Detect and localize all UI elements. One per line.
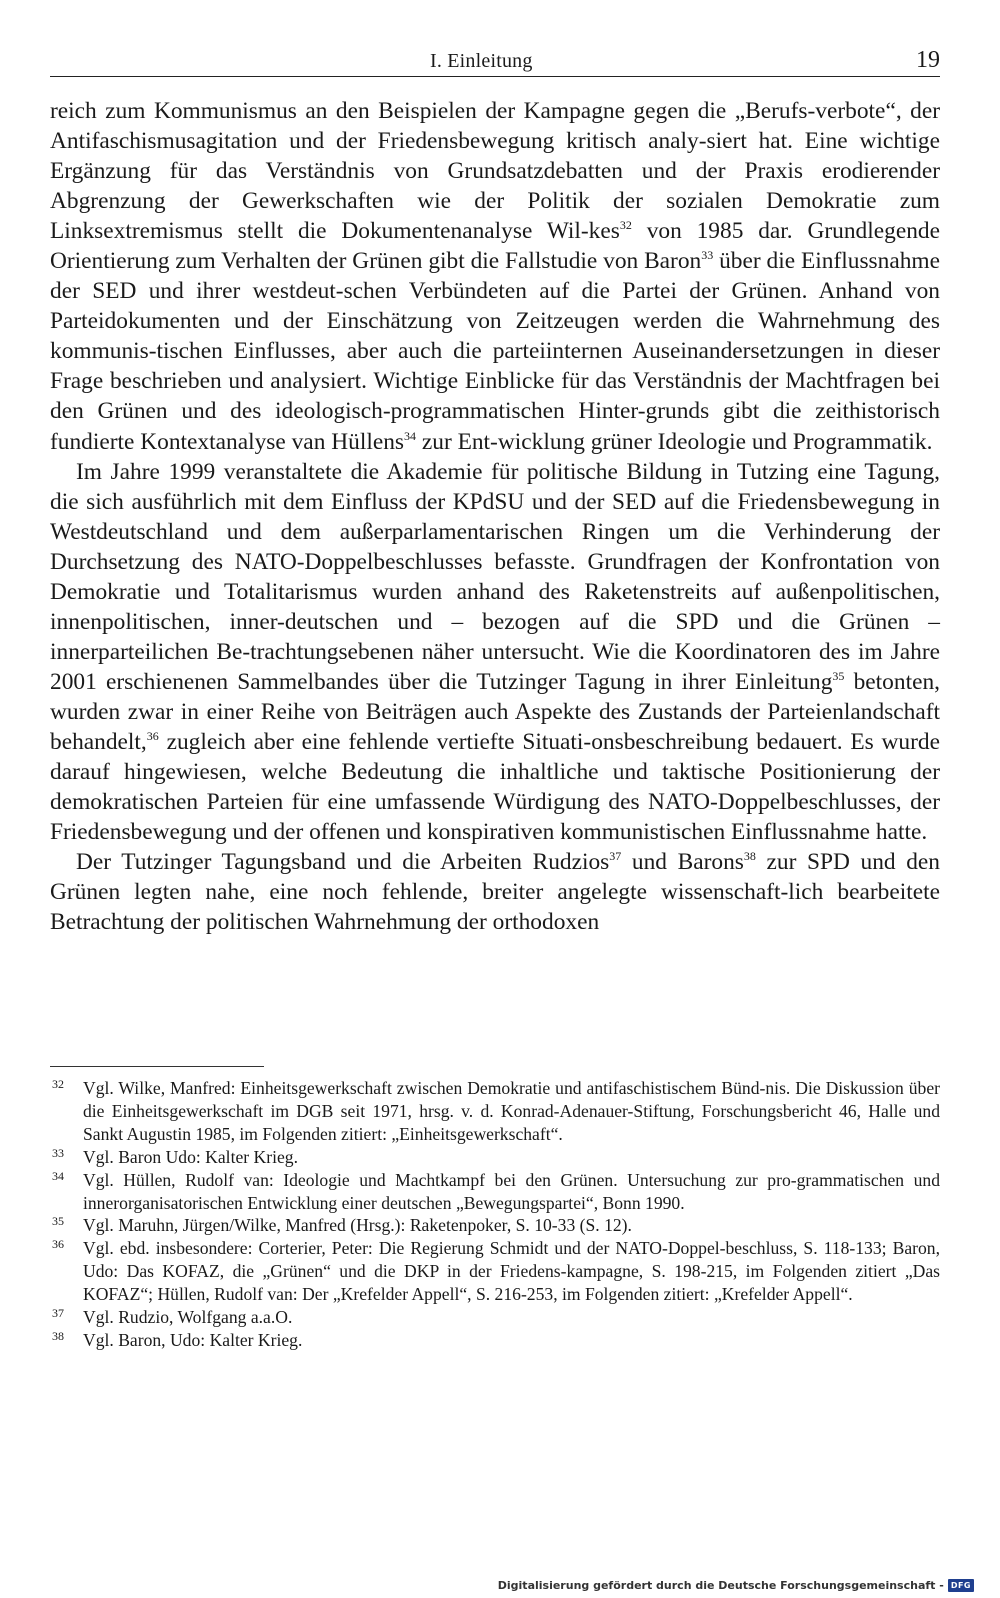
footnote-text: Vgl. Rudzio, Wolfgang a.a.O. bbox=[83, 1307, 293, 1328]
paragraph-2 bbox=[50, 457, 940, 848]
text-run: von 1985 dar. Grundlegende Orientierung zum Verhalten der Grünen gibt die Fallstudie von Baron bbox=[50, 218, 940, 275]
text-run: zur Ent-wicklung grüner Ideologie und Programmatik. bbox=[416, 428, 933, 455]
text-run: zugleich aber eine fehlende vertiefte Situati-onsbeschreibung bedauert. Es wurde darauf hingewiesen, welche Bedeutung die inhaltliche und taktische Positionierung der demokratischen Parteien für eine umfassende Würdigung des NATO-Doppelbeschlusses, der Friedensbewegung und der offenen und konspirativen kommunistischen Einflussnahme hatte. bbox=[50, 728, 940, 846]
text-run: reich zum Kommunismus an den Beispielen der Kampagne gegen die „Berufs-verbote“, der Antifaschismusagitation und der Friedensbewegung kritisch analy-siert hat. Eine wichtige Ergänzung für das Verständnis von Grundsatzdebatten und der Praxis erodierender Abgrenzung der Gewerkschaften wie der Politik der sozialen Demokratie zum Linksextremismus stellt die Dokumentenanalyse Wil-kes bbox=[50, 98, 940, 245]
footnote-number: 36 bbox=[52, 1237, 64, 1252]
footnote-number: 32 bbox=[52, 1077, 64, 1091]
footnote bbox=[50, 1169, 940, 1215]
footnote-ref-37[interactable]: 37 bbox=[609, 849, 622, 864]
running-header bbox=[50, 48, 940, 77]
text-run: zur SPD und den Grünen legten nahe, eine noch fehlende, breiter angelegte wissenschaft-lich bearbeitete Betrachtung der politischen Wahrnehmung der orthodoxen bbox=[50, 849, 940, 936]
dfg-logo-icon: DFG bbox=[948, 1579, 974, 1592]
footnote-ref-32[interactable]: 32 bbox=[619, 218, 632, 233]
footnote-ref-36[interactable]: 36 bbox=[146, 728, 159, 743]
footnote-text: Vgl. Baron, Udo: Kalter Krieg. bbox=[83, 1329, 303, 1350]
footnote-ref-33[interactable]: 33 bbox=[701, 248, 714, 263]
text-run: Der Tutzinger Tagungsband und die Arbeiten Rudzios bbox=[76, 849, 610, 876]
footnote-number: 34 bbox=[52, 1168, 64, 1183]
footnote-divider bbox=[50, 1066, 264, 1067]
footnote-text: Vgl. Baron Udo: Kalter Krieg. bbox=[83, 1146, 298, 1167]
footnote-ref-34[interactable]: 34 bbox=[404, 428, 417, 443]
footnote bbox=[50, 1306, 940, 1329]
paragraph-3 bbox=[50, 847, 940, 937]
main-text bbox=[50, 96, 940, 937]
footnote bbox=[50, 1077, 940, 1146]
text-run: über die Einflussnahme der SED und ihrer westdeut-schen Verbündeten auf die Partei der Grünen. Anhand von Parteidokumenten und der Einschätzung von Zeitzeugen werden die Wahrnehmung des kommunis-tischen Einflusses, aber auch die parteiinternen Auseinandersetzungen in dieser Frage beschrieben und analysiert. Wichtige Einblicke für das Verständnis der Machtfragen bei den Grünen und des ideologisch-programmatischen Hinter-grunds gibt die zeithistorisch fundierte Kontextanalyse van Hüllens bbox=[50, 248, 940, 455]
footnote-ref-38[interactable]: 38 bbox=[743, 849, 756, 864]
footnote-text: Vgl. Maruhn, Jürgen/Wilke, Manfred (Hrsg.): Raketenpoker, S. 10-33 (S. 12). bbox=[83, 1215, 632, 1236]
footnote-text: Vgl. Hüllen, Rudolf van: Ideologie und Machtkampf bei den Grünen. Untersuchung zur pro-grammatischen und innerorganisatorischen Entwicklung einer deutschen „Bewegungspartei“, Bonn 1990. bbox=[83, 1169, 940, 1213]
running-title: I. Einleitung bbox=[430, 50, 533, 72]
footnote-number: 37 bbox=[52, 1306, 64, 1321]
footnote bbox=[50, 1214, 940, 1237]
footnote-ref-35[interactable]: 35 bbox=[832, 668, 845, 683]
paragraph-1 bbox=[50, 96, 940, 457]
footnote bbox=[50, 1329, 940, 1352]
footnote bbox=[50, 1237, 940, 1306]
footnote-text: Vgl. Wilke, Manfred: Einheitsgewerkschaft zwischen Demokratie und antifaschistischem Bünd-nis. Die Diskussion über die Einheitsgewerkschaft im DGB seit 1971, hrsg. v. d. Konrad-Adenauer-Stiftung, Forschungsbericht 46, Halle und Sankt Augustin 1985, im Folgenden zitiert: „Einheitsgewerkschaft“. bbox=[83, 1078, 940, 1144]
page-number: 19 bbox=[916, 47, 940, 73]
text-run: Im Jahre 1999 veranstaltete die Akademie für politische Bildung in Tutzing eine Tagung, die sich ausführlich mit dem Einfluss der KPdSU und der SED auf die Friedensbewegung in Westdeutschland und dem außerparlamentarischen Ringen um die Verhinderung der Durchsetzung des NATO-Doppelbeschlusses befasste. Grundfragen der Konfrontation von Demokratie und Totalitarismus wurden anhand des Raketenstreits auf außenpolitischen, innenpolitischen, inner-deutschen und – bezogen auf die SPD und die Grünen – innerparteilichen Be-trachtungsebenen näher untersucht. Wie die Koordinatoren des im Jahre 2001 erschienenen Sammelbandes über die Tutzinger Tagung in ihrer Einleitung bbox=[50, 458, 940, 695]
digitization-credit bbox=[498, 1579, 974, 1592]
text-run: betonten, wurden zwar in einer Reihe von Beiträgen auch Aspekte des Zustands der Parteienlandschaft behandelt, bbox=[50, 668, 940, 755]
credit-text: Digitalisierung gefördert durch die Deutsche Forschungsgemeinschaft - bbox=[497, 1579, 944, 1592]
footnotes bbox=[50, 1077, 940, 1352]
footnote-number: 35 bbox=[52, 1214, 64, 1229]
footnote-number: 33 bbox=[52, 1145, 64, 1160]
footnote-number: 38 bbox=[52, 1328, 64, 1343]
footnote bbox=[50, 1146, 940, 1169]
text-run: und Barons bbox=[621, 849, 744, 876]
footnote-text: Vgl. ebd. insbesondere: Corterier, Peter: Die Regierung Schmidt und der NATO-Doppel-beschluss, S. 118-133; Baron, Udo: Das KOFAZ, die „Grünen“ und die DKP in der Friedens-kampagne, S. 198-215, im Folgenden zitiert „Das KOFAZ“; Hüllen, Rudolf van: Der „Krefelder Appell“, S. 216-253, im Folgenden zitiert: „Krefelder Appell“. bbox=[83, 1238, 940, 1305]
